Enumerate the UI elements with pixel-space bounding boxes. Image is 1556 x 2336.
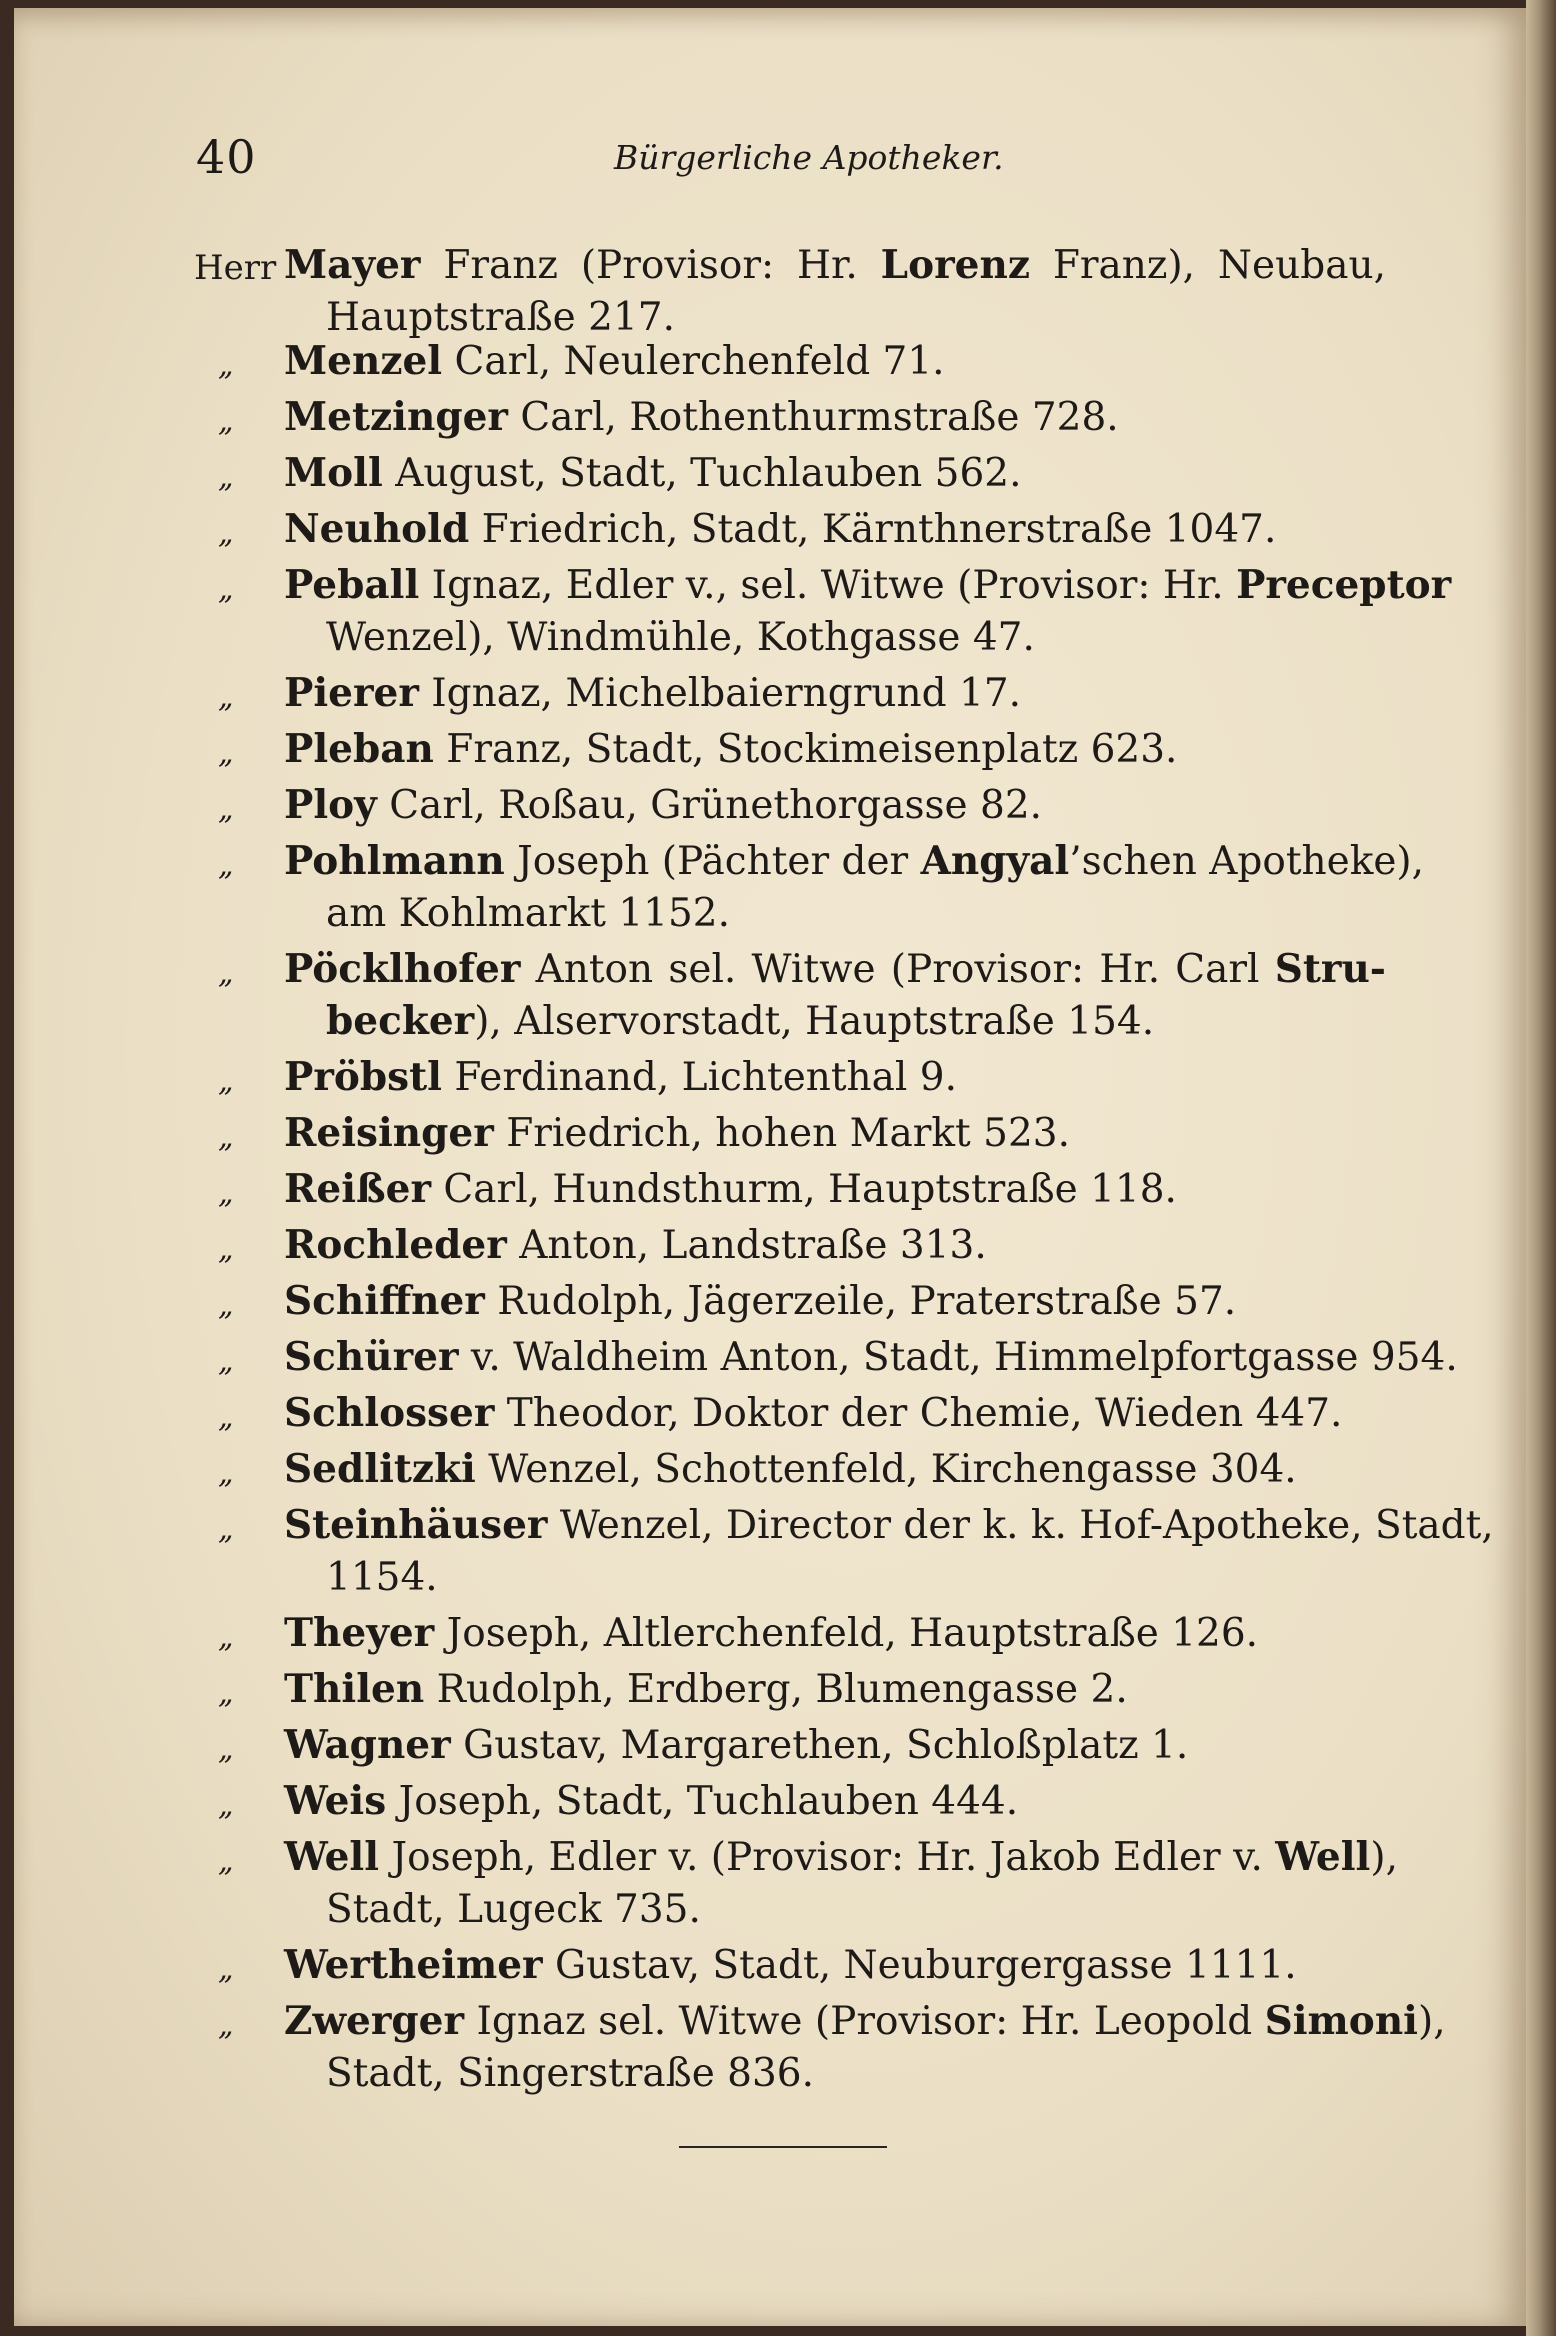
entry-line	[284, 946, 1386, 992]
ditto-mark: „	[218, 1732, 234, 1767]
ditto-mark: „	[218, 460, 234, 495]
entry-line	[284, 242, 1386, 288]
continuation-text: am Kohlmarkt 1152.	[326, 891, 731, 936]
entry-details: Joseph, Altlerchenfeld, Hauptstraße 126.	[434, 1611, 1259, 1656]
entry-line	[284, 506, 1277, 552]
entry-details-tail: ),	[1418, 1999, 1446, 2044]
ditto-mark: „	[218, 956, 234, 991]
provisor-surname: Well	[1275, 1834, 1371, 1880]
book-page	[14, 8, 1526, 2326]
ditto-mark: „	[218, 516, 234, 551]
surname: Pohlmann	[284, 838, 505, 884]
entry-continuation	[326, 2051, 815, 2096]
entry-details: Rudolph, Erdberg, Blumengasse 2.	[424, 1667, 1128, 1712]
entry-line	[284, 1110, 1070, 1156]
entry-line	[284, 1222, 987, 1268]
title-prefix: Herr	[194, 248, 277, 288]
entry-details: Ignaz sel. Witwe (Provisor: Hr. Leopold	[464, 1999, 1265, 2044]
surname: Zwerger	[284, 1998, 465, 2044]
entry-details: Joseph (Pächter der	[504, 839, 921, 884]
surname: Steinhäuser	[284, 1502, 548, 1548]
ditto-mark: „	[218, 404, 234, 439]
entry-details: Franz, Stadt, Stockimeisenplatz 623.	[433, 727, 1178, 772]
provisor-surname: Preceptor	[1236, 562, 1452, 608]
surname: Weis	[284, 1778, 387, 1824]
entry-details: Friedrich, Stadt, Kärnthnerstraße 1047.	[469, 507, 1277, 552]
entry-line	[284, 1054, 958, 1100]
ditto-mark: „	[218, 1788, 234, 1823]
ditto-mark: „	[218, 348, 234, 383]
ditto-mark: „	[218, 1344, 234, 1379]
entry-details: Gustav, Margarethen, Schloßplatz 1.	[450, 1723, 1189, 1768]
entry-details: Rudolph, Jägerzeile, Praterstraße 57.	[484, 1279, 1237, 1324]
continuation-text: Stadt, Lugeck 735.	[326, 1887, 701, 1932]
ditto-mark: „	[218, 1952, 234, 1987]
entry-line	[284, 1666, 1128, 1712]
entry-line	[284, 1390, 1343, 1436]
provisor-surname: Lorenz	[880, 242, 1030, 288]
ditto-mark: „	[218, 1288, 234, 1323]
entry-line	[284, 1166, 1177, 1212]
ditto-mark: „	[218, 792, 234, 827]
entry-continuation	[326, 1887, 701, 1932]
entry-line	[284, 1778, 1019, 1824]
surname: Wagner	[284, 1722, 451, 1768]
entry-details: Franz (Provisor: Hr.	[420, 243, 881, 288]
entry-line	[284, 338, 945, 384]
entry-details: Carl, Hundsthurm, Hauptstraße 118.	[431, 1167, 1177, 1212]
entry-details: Wenzel, Director der k. k. Hof-Apotheke, Stadt,	[547, 1503, 1494, 1548]
entry-line	[284, 1942, 1297, 1988]
ditto-mark: „	[218, 1676, 234, 1711]
surname: Ploy	[284, 782, 377, 828]
entry-line	[284, 838, 1425, 884]
end-rule	[679, 2146, 887, 2148]
entry-continuation	[326, 295, 675, 340]
ditto-mark: „	[218, 1232, 234, 1267]
ditto-mark: „	[218, 848, 234, 883]
continuation-text: Wenzel), Windmühle, Kothgasse 47.	[326, 615, 1035, 660]
entry-line	[284, 450, 1022, 496]
ditto-mark: „	[218, 1456, 234, 1491]
continuation-text: 1154.	[326, 1555, 438, 1600]
entry-continuation	[326, 998, 1155, 1044]
entry-line	[284, 1278, 1237, 1324]
ditto-mark: „	[218, 1400, 234, 1435]
entry-line	[284, 670, 1022, 716]
entry-details: Ignaz, Edler v., sel. Witwe (Provisor: Hr.	[419, 563, 1237, 608]
ditto-mark: „	[218, 1620, 234, 1655]
entry-details: August, Stadt, Tuchlauben 562.	[382, 451, 1022, 496]
surname: Schlosser	[284, 1390, 495, 1436]
entry-line	[284, 1722, 1189, 1768]
ditto-mark: „	[218, 1176, 234, 1211]
entry-details: Joseph, Edler v. (Provisor: Hr. Jakob Edler v.	[379, 1835, 1276, 1880]
entry-line	[284, 782, 1043, 828]
ditto-mark: „	[218, 1844, 234, 1879]
entry-line	[284, 562, 1452, 608]
entry-details-tail: Franz), Neubau,	[1029, 243, 1386, 288]
entry-line	[284, 1834, 1398, 1880]
surname: Mayer	[284, 242, 421, 288]
provisor-surname: Angyal	[920, 838, 1070, 884]
surname: Sedlitzki	[284, 1446, 476, 1492]
entry-line	[284, 1334, 1458, 1380]
surname: Rochleder	[284, 1222, 507, 1268]
ditto-mark: „	[218, 736, 234, 771]
ditto-mark: „	[218, 572, 234, 607]
entry-details: Gustav, Stadt, Neuburgergasse 1111.	[542, 1943, 1297, 1988]
entry-line	[284, 1610, 1259, 1656]
surname: Metzinger	[284, 394, 508, 440]
provisor-surname: Simoni	[1264, 1998, 1418, 2044]
surname: Pröbstl	[284, 1054, 442, 1100]
provisor-surname: Stru-	[1274, 946, 1386, 992]
continuation-text: ), Alservorstadt, Hauptstraße 154.	[474, 999, 1155, 1044]
surname: Well	[284, 1834, 380, 1880]
entry-details: Wenzel, Schottenfeld, Kirchengasse 304.	[475, 1447, 1297, 1492]
surname: Theyer	[284, 1610, 435, 1656]
surname: Schiffner	[284, 1278, 485, 1324]
surname: Pleban	[284, 726, 434, 772]
entry-continuation	[326, 891, 731, 936]
entry-details-tail: ),	[1370, 1835, 1398, 1880]
entry-continuation	[326, 1555, 438, 1600]
entry-details-tail: ’schen Apotheke),	[1069, 839, 1425, 884]
entry-line	[284, 726, 1178, 772]
entry-details: Anton, Landstraße 313.	[506, 1223, 987, 1268]
entry-details: Joseph, Stadt, Tuchlauben 444.	[386, 1779, 1019, 1824]
ditto-mark: „	[218, 1064, 234, 1099]
entry-details: Ferdinand, Lichtenthal 9.	[441, 1055, 958, 1100]
running-head: Bürgerliche Apotheker.	[614, 138, 1004, 177]
entry-details: Ignaz, Michelbaierngrund 17.	[418, 671, 1022, 716]
ditto-mark: „	[218, 2008, 234, 2043]
entry-details: Carl, Neulerchenfeld 71.	[442, 339, 945, 384]
entry-details: Friedrich, hohen Markt 523.	[493, 1111, 1070, 1156]
continuation-text: Hauptstraße 217.	[326, 295, 675, 340]
surname: Menzel	[284, 338, 443, 384]
provisor-surname-cont: becker	[326, 998, 475, 1044]
entry-details: Carl, Rothenthurmstraße 728.	[507, 395, 1119, 440]
entry-line	[284, 1998, 1446, 2044]
entry-line	[284, 1502, 1494, 1548]
page-number: 40	[196, 130, 257, 184]
ditto-mark: „	[218, 1120, 234, 1155]
entry-details: Carl, Roßau, Grünethorgasse 82.	[376, 783, 1043, 828]
entry-details: Theodor, Doktor der Chemie, Wieden 447.	[494, 1391, 1343, 1436]
surname: Moll	[284, 450, 383, 496]
ditto-mark: „	[218, 680, 234, 715]
surname: Peball	[284, 562, 420, 608]
surname: Reißer	[284, 1166, 432, 1212]
surname: Reisinger	[284, 1110, 494, 1156]
surname: Wertheimer	[284, 1942, 543, 1988]
page-edge	[1526, 0, 1556, 2336]
entry-details: Anton sel. Witwe (Provisor: Hr. Carl	[520, 947, 1275, 992]
entry-continuation	[326, 615, 1035, 660]
surname: Pöcklhofer	[284, 946, 521, 992]
entry-line	[284, 1446, 1297, 1492]
entry-details: v. Waldheim Anton, Stadt, Himmelpfortgasse 954.	[458, 1335, 1458, 1380]
surname: Thilen	[284, 1666, 425, 1712]
surname: Schürer	[284, 1334, 459, 1380]
surname: Neuhold	[284, 506, 470, 552]
entry-line	[284, 394, 1119, 440]
continuation-text: Stadt, Singerstraße 836.	[326, 2051, 815, 2096]
surname: Pierer	[284, 670, 419, 716]
ditto-mark: „	[218, 1512, 234, 1547]
